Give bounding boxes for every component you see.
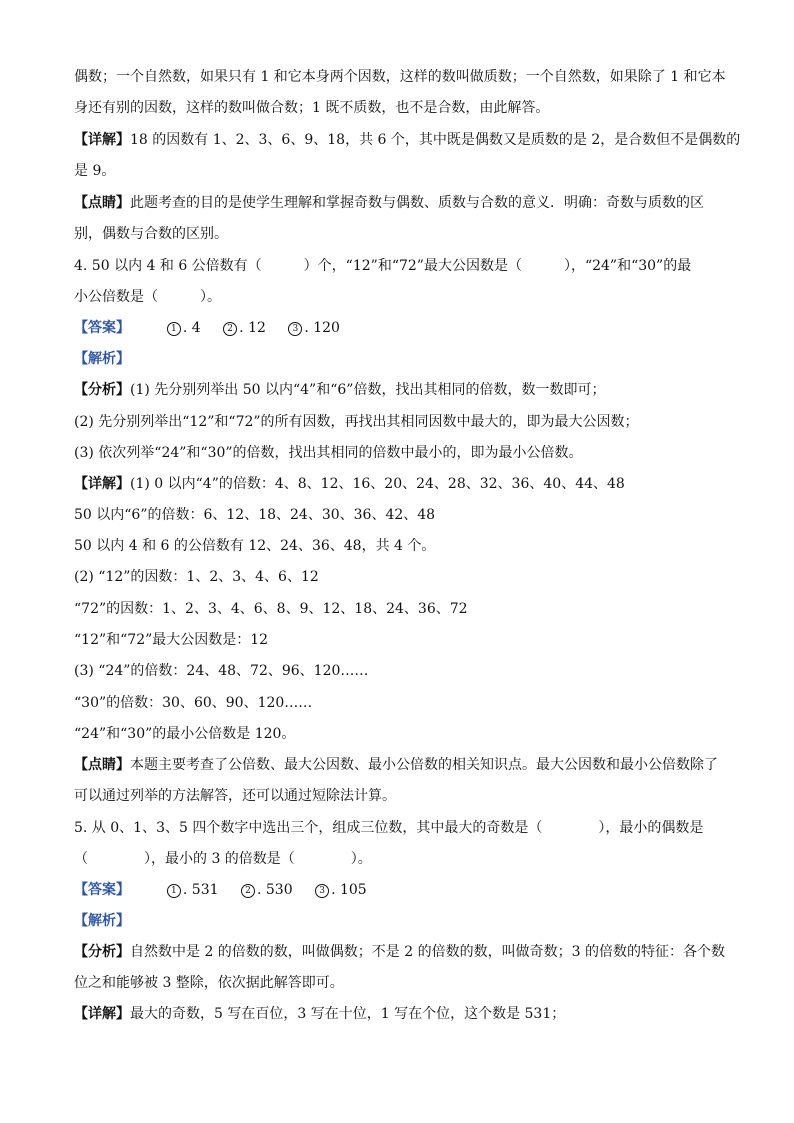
text-line: “72”的因数：1、2、3、4、6、8、9、12、18、24、36、72 [74, 601, 468, 617]
text-line: (2) 先分别列举出“12”和“72”的所有因数，再找出其相同因数中最大的，即为最大公因数； [74, 414, 639, 430]
answer-tag: 【答案】 [74, 320, 130, 336]
comment-text: 此题考查的目的是使学生理解和掌握奇数与偶数、质数与合数的意义．明确：奇数与质数的区 [130, 195, 704, 211]
text-line: “24”和“30”的最小公倍数是 120。 [74, 726, 296, 742]
q5-question: 5. 从 0、1、3、5 四个数字中选出三个，组成三位数，其中最大的奇数是（ ），最小的偶数是 [74, 820, 704, 836]
q5-detail: 【详解】最大的奇数，5 写在百位，3 写在十位，1 写在个位，这个数是 531； [74, 1006, 566, 1022]
answer-item: 3 . 120 [288, 318, 340, 338]
detail-tag: 【详解】 [74, 476, 130, 492]
text-line: 位之和能够被 3 整除，依次据此解答即可。 [74, 975, 344, 991]
text-line: 50 以内 4 和 6 的公倍数有 12、24、36、48，共 4 个。 [74, 538, 436, 554]
detail-tag: 【详解】 [74, 1006, 130, 1022]
q4-answer [74, 318, 724, 338]
q4-fenxi: 【分析】(1) 先分别列举出 50 以内“4”和“6”倍数，找出其相同的倍数，数一数即可； [74, 382, 606, 398]
comment-tag: 【点睛】 [74, 195, 130, 211]
circled-number: 2 [223, 322, 237, 336]
text-line: 身还有别的因数，这样的数叫做合数；1 既不质数，也不是合数，由此解答。 [74, 100, 550, 116]
comment-tag: 【点睛】 [74, 757, 130, 773]
circled-number: 1 [167, 322, 181, 336]
q4-detail: 【详解】(1) 0 以内“4”的倍数：4、8、12、16、20、24、28、32、36、40、44、48 [74, 476, 625, 492]
q5-answer [74, 880, 724, 900]
text-line: 别，偶数与合数的区别。 [74, 226, 228, 242]
answer-item: 1 . 531 [167, 880, 219, 900]
q4-comment: 【点睛】本题主要考查了公倍数、最大公因数、最小公倍数的相关知识点。最大公因数和最小公倍数除了 [74, 757, 718, 773]
text-line: (3) “24”的倍数：24、48、72、96、120…… [74, 663, 369, 679]
text-line: 是 9。 [74, 163, 116, 179]
answer-item: 2 . 12 [223, 318, 266, 338]
q5-analysis-tag: 【解析】 [74, 913, 130, 929]
detail-text: 18 的因数有 1、2、3、6、9、18，共 6 个，其中既是偶数又是质数的是 2，是合数但不是偶数的 [130, 132, 741, 148]
text-line: 可以通过列举的方法解答，还可以通过短除法计算。 [74, 788, 396, 804]
text-line: 小公倍数是（ ）。 [74, 289, 221, 305]
q5-fenxi: 【分析】自然数中是 2 的倍数的数，叫做偶数；不是 2 的倍数的数，叫做奇数；3 的倍数的特征：各个数 [74, 944, 725, 960]
circled-number: 2 [241, 884, 255, 898]
circled-number: 3 [288, 322, 302, 336]
text-line: （ ），最小的 3 的倍数是（ ）。 [74, 851, 372, 867]
fenxi-tag: 【分析】 [74, 382, 130, 398]
q4-analysis-tag: 【解析】 [74, 351, 130, 367]
answer-tag: 【答案】 [74, 882, 130, 898]
q4-question: 4. 50 以内 4 和 6 公倍数有（ ）个，“12”和“72”最大公因数是（ ），“24”和“30”的最 [74, 258, 692, 274]
text-line: “12”和“72”最大公因数是：12 [74, 632, 269, 648]
q3-comment [74, 193, 724, 213]
circled-number: 1 [167, 884, 181, 898]
text-line: (2) “12”的因数：1、2、3、4、6、12 [74, 569, 319, 585]
answer-item: 1 . 4 [167, 318, 201, 338]
text-line: (3) 依次列举“24”和“30”的倍数，找出其相同的倍数中最小的，即为最小公倍数。 [74, 445, 583, 461]
detail-tag: 【详解】 [74, 132, 130, 148]
answer-item: 3 . 105 [315, 880, 367, 900]
text-line: “30”的倍数：30、60、90、120…… [74, 695, 313, 711]
answer-item: 2 . 530 [241, 880, 293, 900]
text-line: 50 以内“6”的倍数：6、12、18、24、30、36、42、48 [74, 507, 436, 523]
q3-detail [74, 130, 741, 150]
circled-number: 3 [315, 884, 329, 898]
fenxi-tag: 【分析】 [74, 944, 130, 960]
text-line: 偶数；一个自然数，如果只有 1 和它本身两个因数，这样的数叫做质数；一个自然数，如果除了 1 和它本 [74, 69, 726, 85]
